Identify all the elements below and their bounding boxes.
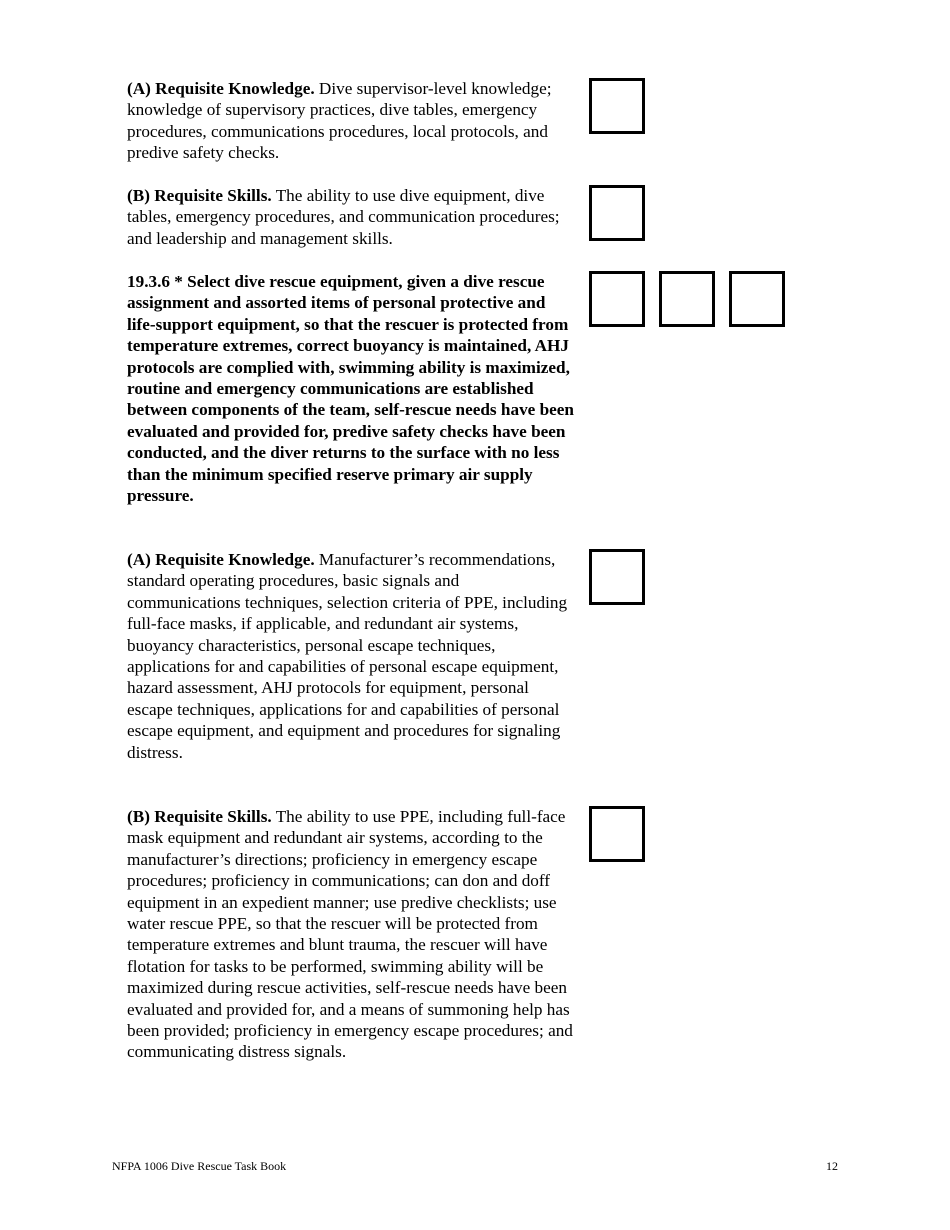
section-label: (B) Requisite Skills. (127, 807, 272, 826)
section-label: (B) Requisite Skills. (127, 186, 272, 205)
signoff-checkbox-2[interactable] (659, 271, 715, 327)
signoff-checkbox[interactable] (589, 185, 645, 241)
task-heading: 19.3.6 * Select dive rescue equipment, given a dive rescue assignment and assorted items of personal protective and life-support equipment, so that the rescuer is protected from temperature extremes, correct buoyancy is maintained, AHJ protocols are complied with, swimming ability is maximized, routine and emergency communications are established between components of the team, self-rescue needs have been evaluated and provided for, predive safety checks have been conducted, and the diver returns to the surface with no less than the minimum specified reserve primary air supply pressure. (127, 272, 574, 506)
footer-title: NFPA 1006 Dive Rescue Task Book (112, 1159, 287, 1173)
task-19-3-6 (127, 271, 577, 506)
section-equipment-skills (127, 806, 577, 1063)
section-label: (A) Requisite Knowledge. (127, 79, 315, 98)
signoff-checkbox-3[interactable] (729, 271, 785, 327)
signoff-checkbox[interactable] (589, 78, 645, 134)
signoff-checkbox[interactable] (589, 549, 645, 605)
section-label: (A) Requisite Knowledge. (127, 550, 315, 569)
section-text: The ability to use dive equipment, dive tables, emergency procedures, and communication procedures; and leadership and management skills. (127, 186, 560, 248)
signoff-checkbox[interactable] (589, 806, 645, 862)
section-text: Dive supervisor-level knowledge; knowledge of supervisory practices, dive tables, emergency procedures, communications procedures, local protocols, and predive safety checks. (127, 79, 552, 163)
section-equipment-knowledge (127, 549, 577, 763)
signoff-checkbox-1[interactable] (589, 271, 645, 327)
section-supervisor-skills (127, 185, 577, 249)
section-supervisor-knowledge (127, 78, 577, 164)
page-number: 12 (826, 1159, 838, 1173)
section-text: Manufacturer’s recommendations, standard operating procedures, basic signals and communications techniques, selection criteria of PPE, including full-face masks, if applicable, and redundant air systems, buoyancy characteristics, personal escape techniques, applications for and capabilities of personal escape equipment, hazard assessment, AHJ protocols for equipment, personal escape techniques, applications for and capabilities of personal escape equipment, and equipment and procedures for signaling distress. (127, 550, 568, 762)
section-text: The ability to use PPE, including full-face mask equipment and redundant air systems, according to the manufacturer’s directions; proficiency in emergency escape procedures; proficiency in communications; can don and doff equipment in an expedient manner; use predive checklists; use water rescue PPE, so that the rescuer will be protected from temperature extremes and blunt trauma, the rescuer will have flotation for tasks to be performed, swimming ability will be maximized during rescue activities, self-rescue needs have been evaluated and provided for, and a means of summoning help has been provided; proficiency in emergency escape procedures; and communicating distress signals. (127, 807, 573, 1062)
